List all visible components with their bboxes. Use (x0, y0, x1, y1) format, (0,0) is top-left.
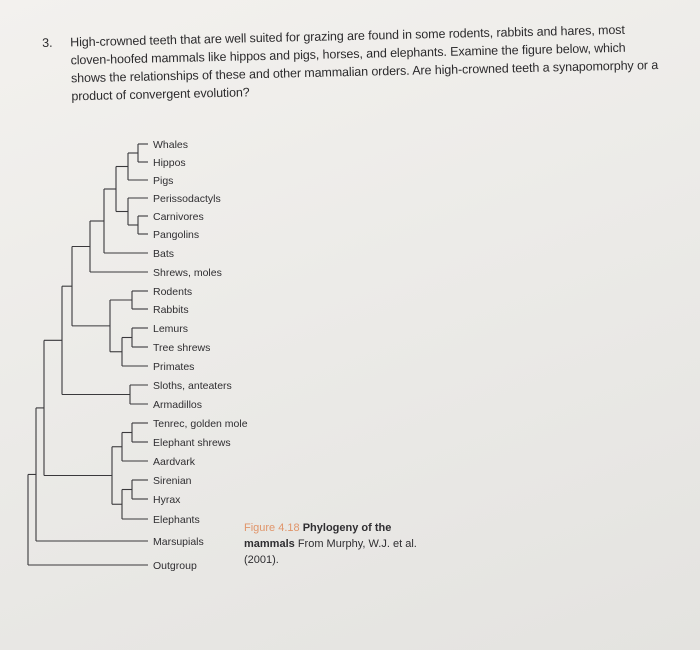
taxon-label: Perissodactyls (153, 193, 221, 205)
figure-source: From Murphy, W.J. et al. (2001). (244, 538, 417, 566)
taxon-label: Tree shrews (153, 342, 211, 354)
taxon-label: Sloths, anteaters (153, 380, 232, 392)
taxon-label: Whales (153, 139, 189, 151)
figure-caption (244, 520, 424, 568)
taxon-label: Carnivores (153, 211, 204, 223)
question-number: 3. (42, 35, 53, 50)
taxon-label: Shrews, moles (153, 267, 222, 279)
taxon-label: Outgroup (153, 560, 197, 572)
taxon-label: Marsupials (153, 536, 204, 548)
taxon-label: Pigs (153, 175, 174, 187)
taxon-label: Armadillos (153, 399, 203, 411)
taxon-label: Rodents (153, 286, 193, 298)
tree-labels (153, 139, 248, 572)
taxon-label: Aardvark (153, 456, 196, 468)
taxon-label: Elephants (153, 514, 200, 526)
taxon-label: Lemurs (153, 323, 189, 335)
taxon-label: Bats (153, 248, 175, 260)
taxon-label: Rabbits (153, 304, 189, 316)
taxon-label: Tenrec, golden mole (153, 418, 248, 430)
question-text: High-crowned teeth that are well suited for grazing are found in some rodents, rabbits and hares, most cloven-hoofed mammals like hippos and pigs, horses, and elephants. Examine the figure below, which shows the relationships of these and other mammalian orders. Are high-crowned teeth a synapomorphy or a product of convergent evolution? (70, 22, 659, 104)
taxon-label: Hippos (153, 157, 186, 169)
figure-title: Phylogeny of the mammals (244, 522, 392, 550)
tree-branches (28, 144, 148, 565)
taxon-label: Hyrax (153, 494, 181, 506)
figure-label: Figure 4.18 (244, 522, 300, 534)
taxon-label: Primates (153, 361, 195, 373)
taxon-label: Sirenian (153, 475, 192, 487)
taxon-label: Pangolins (153, 229, 200, 241)
taxon-label: Elephant shrews (153, 437, 231, 449)
